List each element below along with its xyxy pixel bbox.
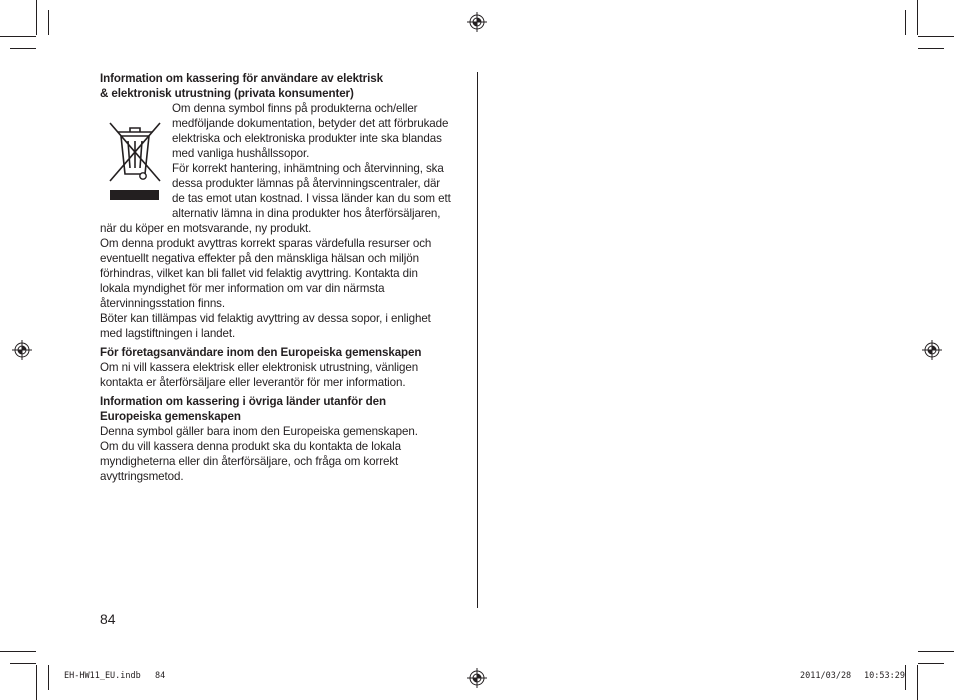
body-line: Om denna produkt avyttras korrekt sparas värdefulla resurser och [100, 237, 432, 250]
outside-eu-disposal-section [100, 395, 470, 485]
body-line: elektriska och elektroniska produkter inte ska blandas [172, 132, 442, 145]
crop-mark [905, 10, 906, 35]
body-line: För korrekt hantering, inhämtning och återvinning, ska [172, 162, 444, 175]
body-line: Böter kan tillämpas vid felaktig avyttring av dessa sopor, i enlighet [100, 312, 431, 325]
crop-mark [0, 651, 36, 652]
body-line: dessa produkter lämnas på återvinningscentraler, där [172, 177, 441, 190]
body-line: Om du vill kassera denna produkt ska du kontakta de lokala [100, 440, 401, 453]
section-heading: Europeiska gemenskapen [100, 410, 241, 423]
body-line: eventuellt negativa effekter på den mänskliga hälsan och miljön [100, 252, 419, 265]
crop-mark [918, 48, 944, 49]
heading-line: & elektronisk utrustning (privata konsumenter) [100, 87, 354, 100]
body-line: Denna symbol gäller bara inom den Europeiska gemenskapen. [100, 425, 418, 438]
body-line: Om denna symbol finns på produkterna och/eller [172, 102, 418, 115]
slug-time: 10:53:29 [864, 671, 905, 681]
consumer-disposal-body [100, 222, 470, 342]
body-line: alternativ lämna in dina produkter hos återförsäljaren, [172, 207, 441, 220]
slug-page: 84 [155, 671, 166, 681]
body-line: med vanliga hushållssopor. [172, 147, 310, 160]
page-number: 84 [100, 611, 116, 627]
body-line: förhindras, vilket kan bli fallet vid felaktig avyttring. Kontakta din [100, 267, 418, 280]
body-line: Om ni vill kassera elektrisk eller elektronisk utrustning, vänligen [100, 361, 419, 374]
consumer-disposal-heading [100, 72, 470, 102]
registration-mark-icon [12, 340, 32, 360]
section-heading: För företagsanvändare inom den Europeiska gemenskapen [100, 346, 422, 359]
crop-mark [918, 36, 954, 37]
section-heading: Information om kassering i övriga länder utanför den [100, 395, 386, 408]
crop-mark [918, 663, 944, 664]
crossed-out-wheelie-bin-icon [106, 113, 162, 203]
consumer-disposal-wrap-text [172, 102, 468, 222]
crop-mark [917, 665, 918, 700]
body-line: de tas emot utan kostnad. I vissa länder kan du som ett [172, 192, 451, 205]
crop-mark [48, 10, 49, 35]
body-line: avyttringsmetod. [100, 470, 184, 483]
registration-mark-icon [467, 668, 487, 688]
crop-mark [917, 0, 918, 35]
body-line: kontakta er återförsäljare eller leverantör för mer information. [100, 376, 406, 389]
body-line: med lagstiftningen i landet. [100, 327, 236, 340]
body-line: lokala myndighet för mer information om var din närmsta [100, 282, 385, 295]
body-line: myndigheterna eller din återförsäljare, och fråga om korrekt [100, 455, 399, 468]
crop-mark [905, 665, 906, 690]
body-line: medföljande dokumentation, betyder det att förbrukade [172, 117, 449, 130]
body-line: återvinningsstation finns. [100, 297, 226, 310]
crop-mark [10, 48, 36, 49]
heading-line: Information om kassering för användare av elektrisk [100, 72, 383, 85]
crop-mark [36, 0, 37, 35]
business-disposal-section [100, 346, 470, 391]
crop-mark [36, 665, 37, 700]
slug-date: 2011/03/28 [800, 671, 852, 681]
crop-mark [0, 36, 36, 37]
column-divider [477, 72, 478, 608]
crop-mark [918, 651, 954, 652]
slug-filename: EH-HW11_EU.indb [64, 671, 141, 681]
crop-mark [48, 665, 49, 690]
body-line: när du köper en motsvarande, ny produkt. [100, 222, 312, 235]
crop-mark [10, 663, 36, 664]
registration-mark-icon [922, 340, 942, 360]
registration-mark-icon [467, 12, 487, 32]
